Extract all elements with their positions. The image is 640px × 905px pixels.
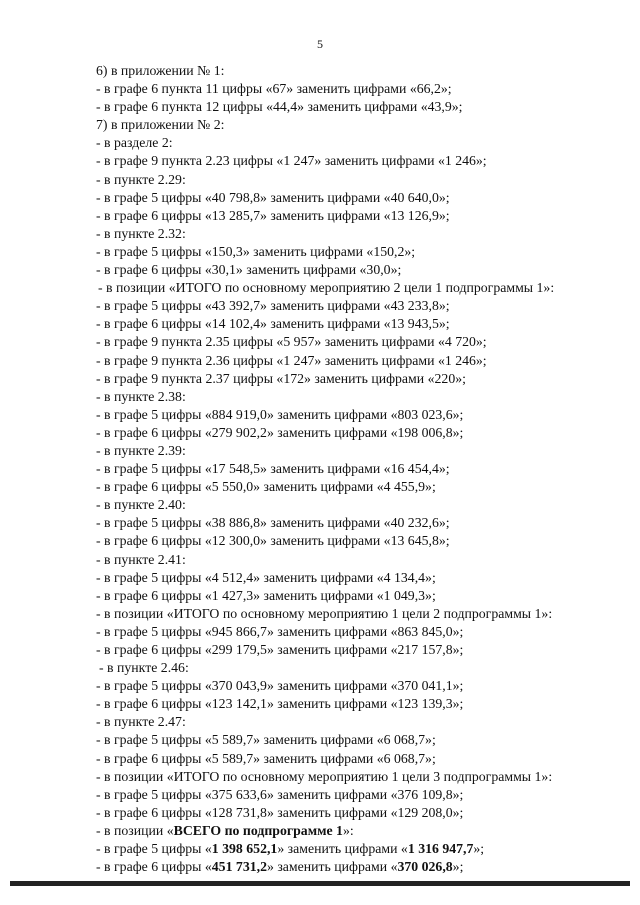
document-line: - в графе 6 пункта 11 цифры «67» заменить цифрами «66,2»; [96,81,452,97]
document-line: - в графе 5 цифры «40 798,8» заменить цифрами «40 640,0»; [96,189,450,205]
line-text: »; [452,859,464,875]
document-line: - в пункте 2.32: [96,225,186,241]
document-line: - в графе 5 цифры «884 919,0» заменить цифрами «803 023,6»; [96,406,464,422]
line-text: - в графе 6 цифры « [96,859,212,875]
document-line: - в позиции «ИТОГО по основному мероприятию 1 цели 2 подпрограммы 1»: [96,605,553,621]
bold-number: 451 731,2 [211,859,267,875]
bold-number: 1 316 947,7 [407,841,474,857]
document-line: - в пункте 2.41: [96,551,186,567]
document-line: - в графе 6 цифры «13 285,7» заменить цифрами «13 126,9»; [96,207,450,223]
document-line: - в графе 9 пункта 2.23 цифры «1 247» заменить цифрами «1 246»; [96,153,487,169]
document-line: - в графе 6 пункта 12 цифры «44,4» заменить цифрами «43,9»; [96,99,463,115]
document-line: - в графе 5 цифры «4 512,4» заменить цифрами «4 134,4»; [96,569,436,585]
document-line: - в графе 6 цифры «5 589,7» заменить цифрами «6 068,7»; [96,750,436,766]
document-line: - в графе 6 цифры «128 731,8» заменить цифрами «129 208,0»; [96,804,464,820]
document-line-total-col6 [96,858,616,876]
document-line: - в графе 6 цифры «14 102,4» заменить цифрами «13 943,5»; [96,316,450,332]
document-line: - в графе 5 цифры «5 589,7» заменить цифрами «6 068,7»; [96,732,436,748]
line-text: - в позиции « [96,822,174,838]
document-line: - в пункте 2.38: [96,388,186,404]
line-text: »; [473,841,485,857]
document-line: - в графе 9 пункта 2.36 цифры «1 247» заменить цифрами «1 246»; [96,352,487,368]
document-line: - в графе 5 цифры «43 392,7» заменить цифрами «43 233,8»; [96,298,450,314]
document-line: - в графе 6 цифры «5 550,0» заменить цифрами «4 455,9»; [96,479,436,495]
document-line: - в графе 5 цифры «375 633,6» заменить цифрами «376 109,8»; [96,786,464,802]
line-text: » заменить цифрами « [277,841,408,857]
document-body [96,62,616,876]
document-line: - в графе 5 цифры «370 043,9» заменить цифрами «370 041,1»; [96,678,464,694]
document-line: - в разделе 2: [96,135,173,151]
document-line: - в графе 6 цифры «299 179,5» заменить цифрами «217 157,8»; [96,642,464,657]
document-line: - в графе 5 цифры «38 886,8» заменить цифрами «40 232,6»; [96,515,450,531]
document-line: - в графе 6 цифры «12 300,0» заменить цифрами «13 645,8»; [96,533,450,549]
document-line-total-col5 [96,840,616,858]
document-line: - в пункте 2.39: [96,442,186,458]
document-line: - в графе 6 цифры «123 142,1» заменить цифрами «123 139,3»; [96,696,464,712]
line-text: - в графе 5 цифры « [96,841,212,857]
bold-text: ВСЕГО по подпрограмме 1 [173,822,343,838]
document-line: - в графе 9 пункта 2.37 цифры «172» заменить цифрами «220»; [96,370,466,386]
line-text: » заменить цифрами « [266,859,398,875]
document-line: - в графе 5 цифры «945 866,7» заменить цифрами «863 845,0»; [96,623,464,639]
document-line-total-header [96,822,616,840]
document-line: 6) в приложении № 1: [96,63,225,78]
page-number: 5 [317,37,323,51]
document-line: - в позиции «ИТОГО по основному мероприятию 2 цели 1 подпрограммы 1»: [98,280,555,296]
document-line: - в графе 6 цифры «30,1» заменить цифрами «30,0»; [96,262,402,278]
document-line: - в позиции «ИТОГО по основному мероприятию 1 цели 3 подпрограммы 1»: [96,768,553,784]
document-line: - в пункте 2.47: [96,714,186,730]
line-text: »: [342,822,354,838]
document-line: 7) в приложении № 2: [96,117,225,133]
bold-number: 370 026,8 [397,859,453,875]
document-line: - в графе 5 цифры «150,3» заменить цифрами «150,2»; [96,243,416,259]
bottom-divider [10,881,630,886]
document-line: - в графе 5 цифры «17 548,5» заменить цифрами «16 454,4»; [96,461,450,477]
document-line: - в пункте 2.29: [96,171,186,187]
document-line: - в пункте 2.40: [96,497,186,513]
document-line: - в графе 6 цифры «279 902,2» заменить цифрами «198 006,8»; [96,424,464,440]
document-line: - в графе 9 пункта 2.35 цифры «5 957» заменить цифрами «4 720»; [96,334,487,350]
bold-number: 1 398 652,1 [211,841,278,857]
document-line: - в графе 6 цифры «1 427,3» заменить цифрами «1 049,3»; [96,587,436,603]
document-line: - в пункте 2.46: [99,660,189,676]
